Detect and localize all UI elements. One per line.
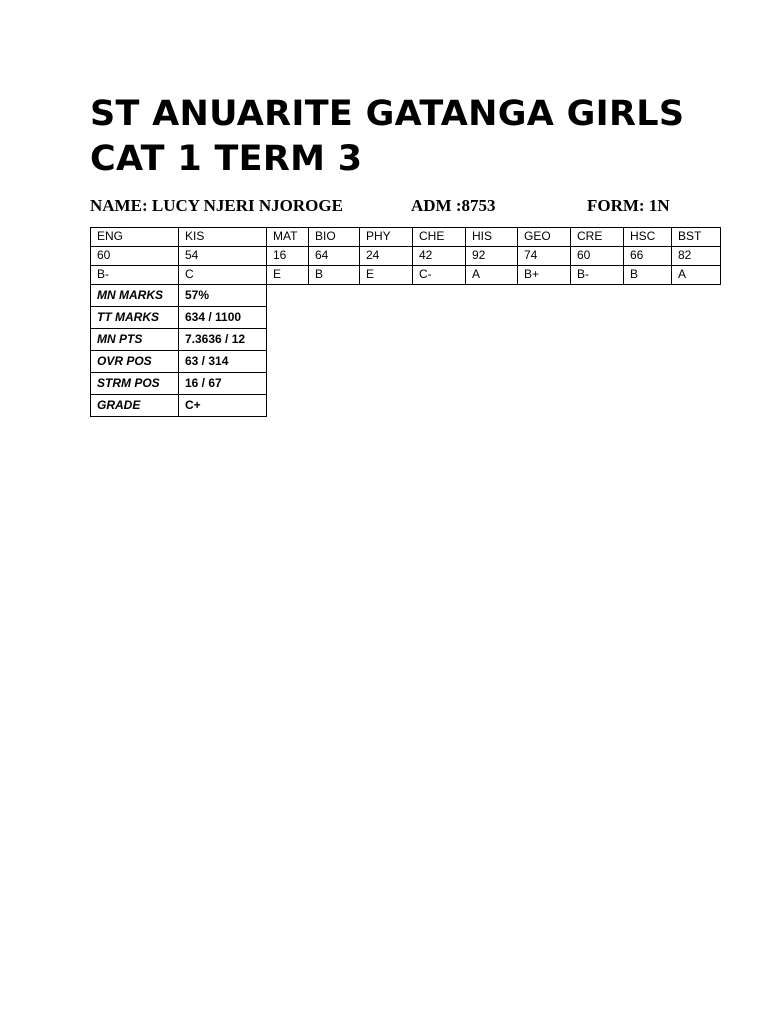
subject-grade: B <box>624 266 672 285</box>
admission-number: ADM :8753 <box>411 196 496 215</box>
page-title <box>90 92 684 182</box>
summary-table <box>90 284 267 417</box>
summary-value: 63 / 314 <box>179 351 267 373</box>
summary-label: MN PTS <box>91 329 179 351</box>
subject-mark: 82 <box>672 247 721 266</box>
summary-row <box>91 373 267 395</box>
subject-code: BIO <box>309 228 360 247</box>
subject-mark: 42 <box>413 247 466 266</box>
subject-mark: 66 <box>624 247 672 266</box>
subject-grade: C- <box>413 266 466 285</box>
subject-code: PHY <box>360 228 413 247</box>
summary-label: STRM POS <box>91 373 179 395</box>
summary-label: GRADE <box>91 395 179 417</box>
subject-grade: A <box>466 266 518 285</box>
subject-mark: 64 <box>309 247 360 266</box>
school-name: ST ANUARITE GATANGA GIRLS <box>90 94 685 134</box>
subject-grade: B <box>309 266 360 285</box>
summary-label: MN MARKS <box>91 285 179 307</box>
subject-mark: 16 <box>267 247 309 266</box>
subject-mark: 60 <box>91 247 179 266</box>
summary-row <box>91 351 267 373</box>
subject-mark: 60 <box>571 247 624 266</box>
subject-code: KIS <box>179 228 267 247</box>
summary-value: 57% <box>179 285 267 307</box>
summary-row <box>91 285 267 307</box>
summary-value: 634 / 1100 <box>179 307 267 329</box>
summary-value: C+ <box>179 395 267 417</box>
subject-mark: 74 <box>518 247 571 266</box>
subject-grade: B- <box>91 266 179 285</box>
subject-grade: C <box>179 266 267 285</box>
subject-code: HIS <box>466 228 518 247</box>
subject-marks-row <box>91 247 721 266</box>
subject-grade: A <box>672 266 721 285</box>
summary-row <box>91 307 267 329</box>
subject-mark: 54 <box>179 247 267 266</box>
subject-code: CHE <box>413 228 466 247</box>
subject-mark: 24 <box>360 247 413 266</box>
subject-code: MAT <box>267 228 309 247</box>
summary-label: TT MARKS <box>91 307 179 329</box>
student-form: FORM: 1N <box>587 196 670 215</box>
summary-row <box>91 395 267 417</box>
subject-code: ENG <box>91 228 179 247</box>
subject-codes-row <box>91 228 721 247</box>
summary-label: OVR POS <box>91 351 179 373</box>
subject-results-table <box>90 227 721 285</box>
subject-grades-row <box>91 266 721 285</box>
subject-code: GEO <box>518 228 571 247</box>
exam-name: CAT 1 TERM 3 <box>90 139 363 179</box>
subject-grade: E <box>360 266 413 285</box>
subject-mark: 92 <box>466 247 518 266</box>
subject-grade: B+ <box>518 266 571 285</box>
summary-value: 16 / 67 <box>179 373 267 395</box>
subject-code: CRE <box>571 228 624 247</box>
summary-row <box>91 329 267 351</box>
subject-code: HSC <box>624 228 672 247</box>
student-name: NAME: LUCY NJERI NJOROGE <box>90 196 343 215</box>
summary-value: 7.3636 / 12 <box>179 329 267 351</box>
subject-code: BST <box>672 228 721 247</box>
subject-grade: B- <box>571 266 624 285</box>
subject-grade: E <box>267 266 309 285</box>
